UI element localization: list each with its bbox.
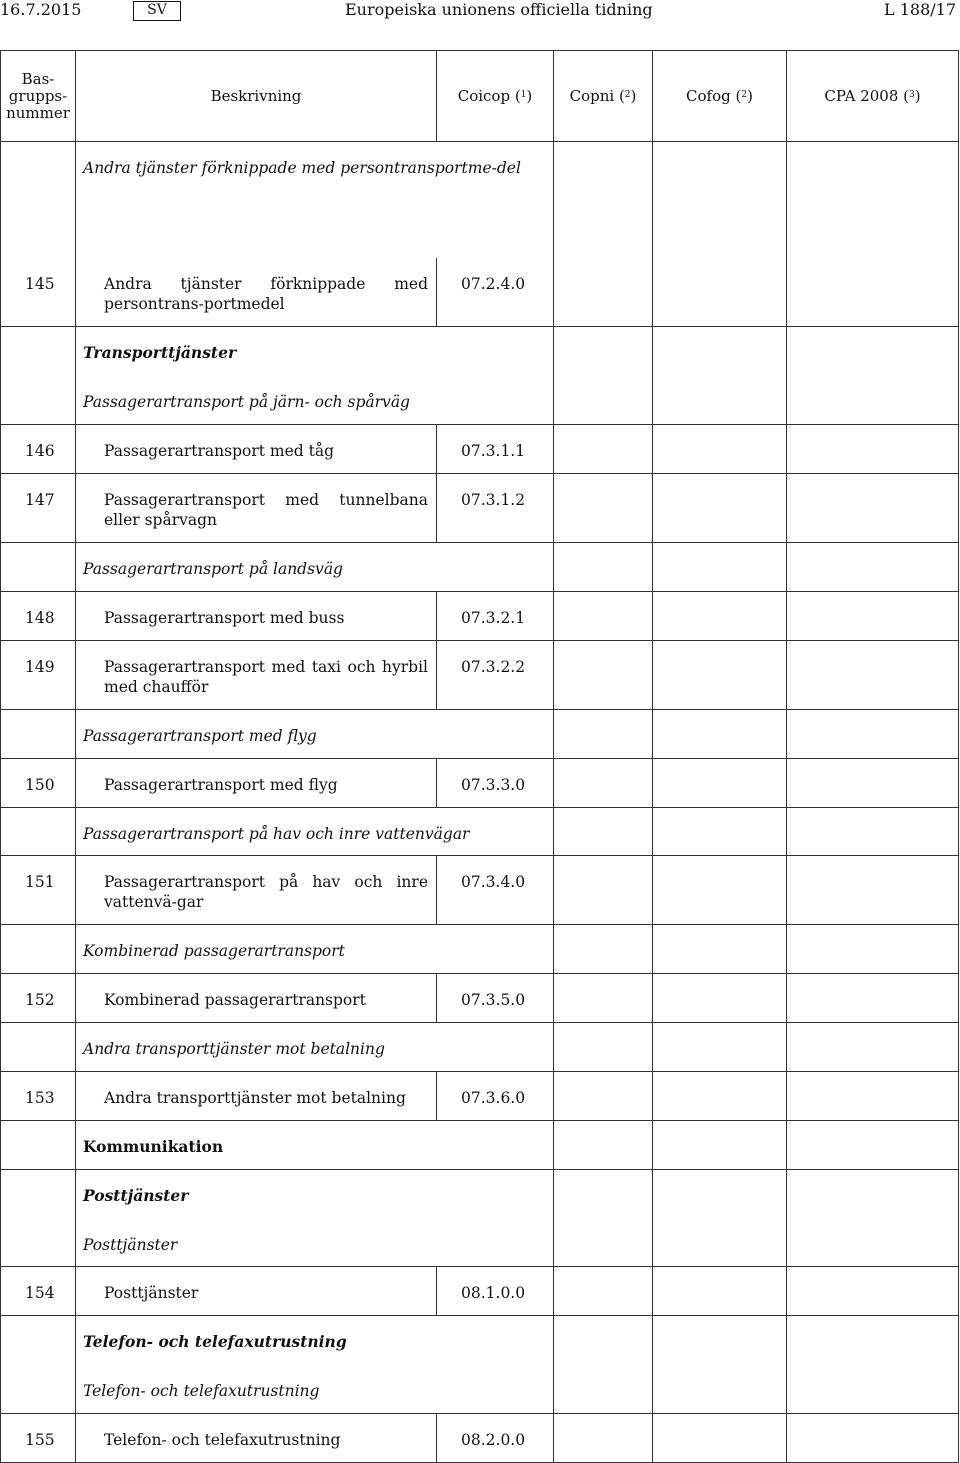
item-description: Andra transporttjänster mot betalning <box>76 1072 437 1121</box>
table-row <box>1 1072 959 1121</box>
cpa-cell <box>787 1170 959 1219</box>
basic-group-number: 154 <box>1 1267 76 1316</box>
table-row <box>1 474 959 543</box>
cofog-cell <box>653 1170 787 1219</box>
copni-cell <box>554 641 653 710</box>
section-heading: Andra transporttjänster mot betalning <box>76 1023 554 1072</box>
copni-cell <box>554 543 653 592</box>
section-heading: Posttjänster <box>76 1219 554 1267</box>
section-heading: Kommunikation <box>76 1121 554 1170</box>
cpa-cell <box>787 641 959 710</box>
basic-group-number: 145 <box>1 258 76 327</box>
classification-table <box>0 50 959 1463</box>
cpa-cell <box>787 759 959 808</box>
section-heading-row <box>1 925 959 974</box>
language-badge: SV <box>133 1 181 21</box>
cpa-cell <box>787 1121 959 1170</box>
section-heading: Posttjänster <box>76 1170 554 1219</box>
number-cell <box>1 327 76 376</box>
table-row <box>1 1267 959 1316</box>
cpa-cell <box>787 710 959 759</box>
cpa-cell <box>787 1316 959 1365</box>
item-description: Andra tjänster förknippade med persontrans-portmedel <box>76 258 437 327</box>
journal-title: Europeiska unionens officiella tidning <box>345 0 653 19</box>
col-header-coicop: Coicop ($^1$) <box>437 51 554 142</box>
cofog-cell <box>653 974 787 1023</box>
section-heading: Transporttjänster <box>76 327 554 376</box>
cofog-cell <box>653 1365 787 1414</box>
section-heading-row <box>1 1316 959 1365</box>
item-description: Passagerartransport på hav och inre vattenvä-gar <box>76 856 437 925</box>
item-description: Passagerartransport med taxi och hyrbil med chaufför <box>76 641 437 710</box>
basic-group-number: 146 <box>1 425 76 474</box>
table-row <box>1 856 959 925</box>
cpa-cell <box>787 1072 959 1121</box>
basic-group-number: 151 <box>1 856 76 925</box>
coicop-code: 07.3.1.2 <box>437 474 554 543</box>
cpa-cell <box>787 1365 959 1414</box>
section-heading: Passagerartransport på landsväg <box>76 543 554 592</box>
table-row <box>1 759 959 808</box>
cpa-cell <box>787 974 959 1023</box>
table-row <box>1 258 959 327</box>
publication-date: 16.7.2015 <box>0 0 82 19</box>
item-description: Kombinerad passagerartransport <box>76 974 437 1023</box>
copni-cell <box>554 974 653 1023</box>
copni-cell <box>554 1365 653 1414</box>
number-cell <box>1 1023 76 1072</box>
number-cell <box>1 1170 76 1219</box>
item-description: Passagerartransport med tunnelbana eller spårvagn <box>76 474 437 543</box>
copni-cell <box>554 925 653 974</box>
copni-cell <box>554 759 653 808</box>
col-header-number-line: Bas- <box>21 69 55 88</box>
cofog-cell <box>653 759 787 808</box>
table-row <box>1 592 959 641</box>
copni-cell <box>554 1414 653 1463</box>
table-row <box>1 425 959 474</box>
copni-cell <box>554 258 653 327</box>
section-heading-row <box>1 376 959 425</box>
basic-group-number: 147 <box>1 474 76 543</box>
cofog-cell <box>653 856 787 925</box>
cofog-cell <box>653 1316 787 1365</box>
basic-group-number: 148 <box>1 592 76 641</box>
table-header-row <box>1 51 959 142</box>
cpa-cell <box>787 1267 959 1316</box>
number-cell <box>1 1219 76 1267</box>
cpa-cell <box>787 1219 959 1267</box>
table-row <box>1 1414 959 1463</box>
page-header <box>0 0 960 22</box>
coicop-code: 07.3.1.1 <box>437 425 554 474</box>
cpa-cell <box>787 258 959 327</box>
cofog-cell <box>653 327 787 376</box>
cpa-cell <box>787 1414 959 1463</box>
coicop-code: 07.3.6.0 <box>437 1072 554 1121</box>
coicop-code: 07.3.2.1 <box>437 592 554 641</box>
cofog-cell <box>653 1023 787 1072</box>
section-heading-row <box>1 1219 959 1267</box>
number-cell <box>1 925 76 974</box>
copni-cell <box>554 425 653 474</box>
copni-cell <box>554 856 653 925</box>
cpa-cell <box>787 327 959 376</box>
col-header-description: Beskrivning <box>76 51 437 142</box>
section-heading-row <box>1 1365 959 1414</box>
cofog-cell <box>653 641 787 710</box>
cpa-cell <box>787 592 959 641</box>
section-heading: Passagerartransport på järn- och spårväg <box>76 376 554 425</box>
number-cell <box>1 1316 76 1365</box>
copni-cell <box>554 808 653 856</box>
copni-cell <box>554 1170 653 1219</box>
cpa-cell <box>787 925 959 974</box>
cpa-cell <box>787 856 959 925</box>
page-reference: L 188/17 <box>884 0 956 19</box>
section-heading-row <box>1 1170 959 1219</box>
cpa-cell <box>787 543 959 592</box>
cofog-cell <box>653 1267 787 1316</box>
copni-cell <box>554 1316 653 1365</box>
basic-group-number: 150 <box>1 759 76 808</box>
coicop-code: 08.2.0.0 <box>437 1414 554 1463</box>
cofog-cell <box>653 710 787 759</box>
col-header-cofog: Cofog ($^2$) <box>653 51 787 142</box>
coicop-code: 07.3.2.2 <box>437 641 554 710</box>
copni-cell <box>554 1121 653 1170</box>
item-description: Passagerartransport med buss <box>76 592 437 641</box>
section-heading: Passagerartransport på hav och inre vattenvägar <box>76 808 554 856</box>
cofog-cell <box>653 592 787 641</box>
item-description: Passagerartransport med tåg <box>76 425 437 474</box>
number-cell <box>1 710 76 759</box>
coicop-code: 07.3.5.0 <box>437 974 554 1023</box>
cofog-cell <box>653 1072 787 1121</box>
col-header-cpa: CPA 2008 ($^3$) <box>787 51 959 142</box>
cofog-cell <box>653 808 787 856</box>
item-description: Passagerartransport med flyg <box>76 759 437 808</box>
number-cell <box>1 376 76 425</box>
section-heading-row <box>1 710 959 759</box>
cpa-cell <box>787 808 959 856</box>
basic-group-number: 153 <box>1 1072 76 1121</box>
cofog-cell <box>653 376 787 425</box>
cofog-cell <box>653 1219 787 1267</box>
section-heading-row <box>1 1121 959 1170</box>
basic-group-number: 149 <box>1 641 76 710</box>
cofog-cell <box>653 258 787 327</box>
copni-cell <box>554 592 653 641</box>
item-description: Telefon- och telefaxutrustning <box>76 1414 437 1463</box>
col-header-number-line: nummer <box>6 103 70 122</box>
col-header-copni: Copni ($^2$) <box>554 51 653 142</box>
cpa-cell <box>787 1023 959 1072</box>
section-heading-row <box>1 327 959 376</box>
copni-cell <box>554 710 653 759</box>
number-cell <box>1 543 76 592</box>
cpa-cell <box>787 425 959 474</box>
copni-cell <box>554 1072 653 1121</box>
copni-cell <box>554 376 653 425</box>
number-cell <box>1 1365 76 1414</box>
copni-cell <box>554 142 653 258</box>
section-heading: Kombinerad passagerartransport <box>76 925 554 974</box>
copni-cell <box>554 474 653 543</box>
section-heading: Telefon- och telefaxutrustning <box>76 1316 554 1365</box>
cofog-cell <box>653 142 787 258</box>
cofog-cell <box>653 425 787 474</box>
section-heading-row <box>1 543 959 592</box>
section-heading: Andra tjänster förknippade med persontransportme-del <box>76 142 554 258</box>
item-description: Posttjänster <box>76 1267 437 1316</box>
number-cell <box>1 808 76 856</box>
coicop-code: 07.2.4.0 <box>437 258 554 327</box>
section-heading: Telefon- och telefaxutrustning <box>76 1365 554 1414</box>
copni-cell <box>554 1219 653 1267</box>
table-row <box>1 641 959 710</box>
cofog-cell <box>653 474 787 543</box>
cofog-cell <box>653 543 787 592</box>
section-heading-row <box>1 1023 959 1072</box>
cpa-cell <box>787 376 959 425</box>
section-heading-row <box>1 142 959 258</box>
copni-cell <box>554 1023 653 1072</box>
cofog-cell <box>653 925 787 974</box>
number-cell <box>1 1121 76 1170</box>
copni-cell <box>554 1267 653 1316</box>
coicop-code: 08.1.0.0 <box>437 1267 554 1316</box>
cpa-cell <box>787 142 959 258</box>
cofog-cell <box>653 1121 787 1170</box>
number-cell <box>1 142 76 258</box>
basic-group-number: 155 <box>1 1414 76 1463</box>
section-heading-row <box>1 808 959 856</box>
basic-group-number: 152 <box>1 974 76 1023</box>
coicop-code: 07.3.3.0 <box>437 759 554 808</box>
col-header-number-line: grupps- <box>8 86 68 105</box>
section-heading: Passagerartransport med flyg <box>76 710 554 759</box>
copni-cell <box>554 327 653 376</box>
cofog-cell <box>653 1414 787 1463</box>
col-header-number <box>1 51 76 142</box>
coicop-code: 07.3.4.0 <box>437 856 554 925</box>
cpa-cell <box>787 474 959 543</box>
table-row <box>1 974 959 1023</box>
